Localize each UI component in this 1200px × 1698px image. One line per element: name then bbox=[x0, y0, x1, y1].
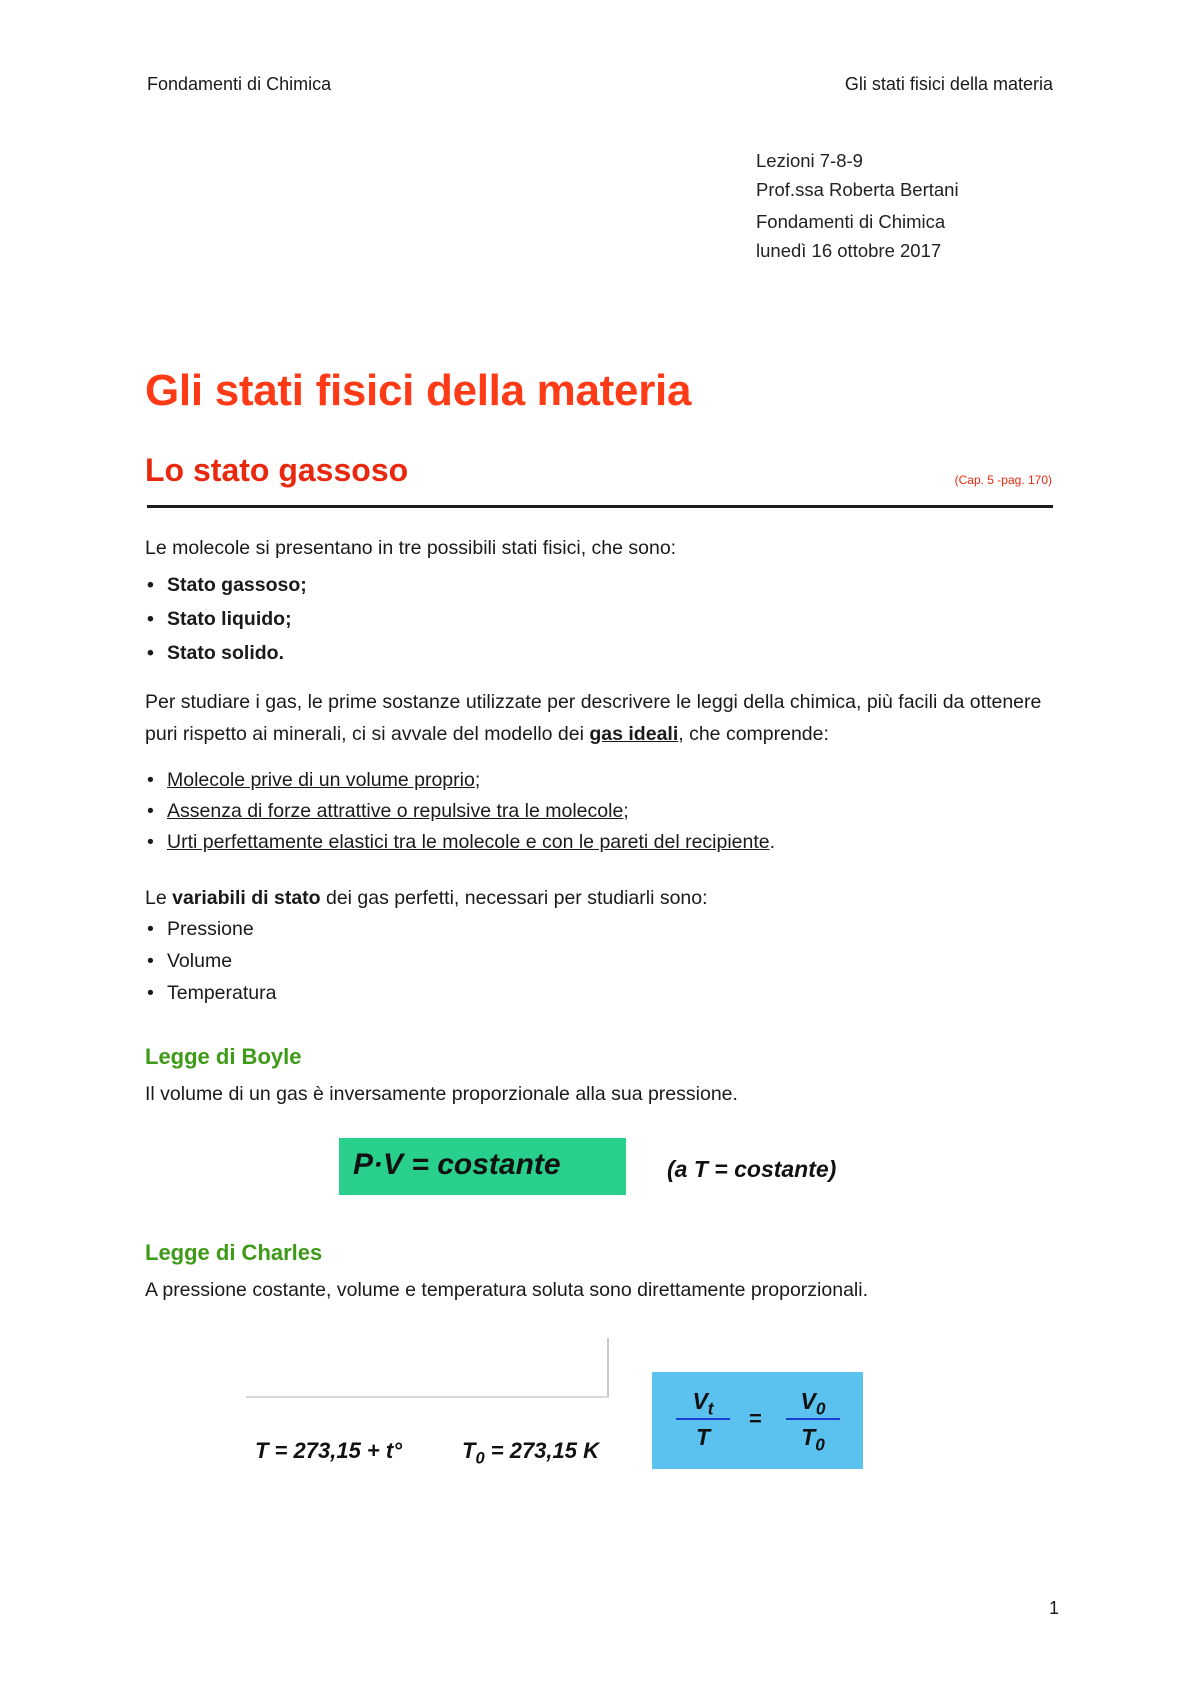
boyle-formula: P·V = costante bbox=[353, 1148, 561, 1181]
list-item: • Stato gassoso; bbox=[145, 568, 307, 602]
variables-paragraph: Le variabili di stato dei gas perfetti, necessari per studiarli sono: bbox=[145, 887, 708, 909]
lecture-date: lunedì 16 ottobre 2017 bbox=[756, 240, 942, 261]
bullet-icon: • bbox=[147, 769, 154, 791]
bullet-icon: • bbox=[147, 608, 154, 630]
equals-sign: = bbox=[749, 1406, 762, 1431]
temperature-conversion-formula: T = 273,15 + t° bbox=[255, 1438, 402, 1463]
list-item: • Pressione bbox=[145, 913, 276, 945]
charles-text: A pressione costante, volume e temperatura soluta sono direttamente proporzionali. bbox=[145, 1279, 868, 1301]
lecture-numbers: Lezioni 7-8-9 bbox=[756, 150, 863, 171]
header-right: Gli stati fisici della materia bbox=[844, 74, 1053, 94]
list-item: • Assenza di forze attrattive o repulsive tra le molecole; bbox=[145, 796, 775, 827]
fraction-right: $V_0$ $T_0$ bbox=[786, 1388, 840, 1456]
boyle-formula-box bbox=[339, 1138, 626, 1195]
list-item: • Stato solido. bbox=[145, 636, 307, 670]
divider-line bbox=[607, 1338, 609, 1398]
bullet-icon: • bbox=[147, 950, 154, 972]
page-title: Gli stati fisici della materia bbox=[145, 366, 692, 415]
fraction-left: $V_t$ T bbox=[676, 1388, 730, 1451]
title-divider bbox=[147, 505, 1053, 508]
list-item: • Urti perfettamente elastici tra le molecole e con le pareti del recipiente. bbox=[145, 827, 775, 858]
boyle-text: Il volume di un gas è inversamente proporzionale alla sua pressione. bbox=[145, 1083, 738, 1105]
fraction-bar bbox=[786, 1418, 840, 1420]
state-variables-term: variabili di stato bbox=[172, 887, 321, 909]
bullet-icon: • bbox=[147, 918, 154, 940]
charles-heading: Legge di Charles bbox=[145, 1240, 323, 1265]
ideal-gas-list bbox=[145, 765, 775, 858]
bullet-icon: • bbox=[147, 800, 154, 822]
ideal-gas-paragraph: Per studiare i gas, le prime sostanze utilizzate per descrivere le leggi della chimica, più facili da ottenere puri rispetto ai minerali, ci si avvale del modello dei gas ideali, che comprende: bbox=[145, 691, 1042, 745]
section-title: Lo stato gassoso bbox=[145, 452, 409, 488]
chapter-reference: (Cap. 5 -pag. 170) bbox=[954, 473, 1052, 487]
boyle-heading: Legge di Boyle bbox=[145, 1044, 302, 1069]
boyle-condition: (a T = costante) bbox=[667, 1156, 837, 1182]
bullet-icon: • bbox=[147, 831, 154, 853]
states-list bbox=[145, 568, 307, 670]
list-item: • Molecole prive di un volume proprio; bbox=[145, 765, 775, 796]
intro-paragraph: Le molecole si presentano in tre possibili stati fisici, che sono: bbox=[145, 537, 677, 559]
list-item: • Stato liquido; bbox=[145, 602, 307, 636]
variables-list bbox=[145, 913, 276, 1009]
divider-line bbox=[246, 1396, 609, 1398]
bullet-icon: • bbox=[147, 642, 154, 664]
professor: Prof.ssa Roberta Bertani bbox=[756, 179, 959, 200]
list-item: • Temperatura bbox=[145, 977, 276, 1009]
page-number: 1 bbox=[1048, 1598, 1059, 1618]
lecture-info bbox=[756, 146, 959, 265]
reference-temperature-formula: $T_0 = 273,15$ K bbox=[462, 1438, 600, 1468]
bullet-icon: • bbox=[147, 982, 154, 1004]
list-item: • Volume bbox=[145, 945, 276, 977]
ideal-gas-term: gas ideali bbox=[589, 723, 679, 745]
fraction-bar bbox=[676, 1418, 730, 1420]
header-left: Fondamenti di Chimica bbox=[147, 74, 332, 94]
charles-formula-box bbox=[652, 1372, 863, 1469]
course-name: Fondamenti di Chimica bbox=[756, 211, 946, 232]
bullet-icon: • bbox=[147, 574, 154, 596]
